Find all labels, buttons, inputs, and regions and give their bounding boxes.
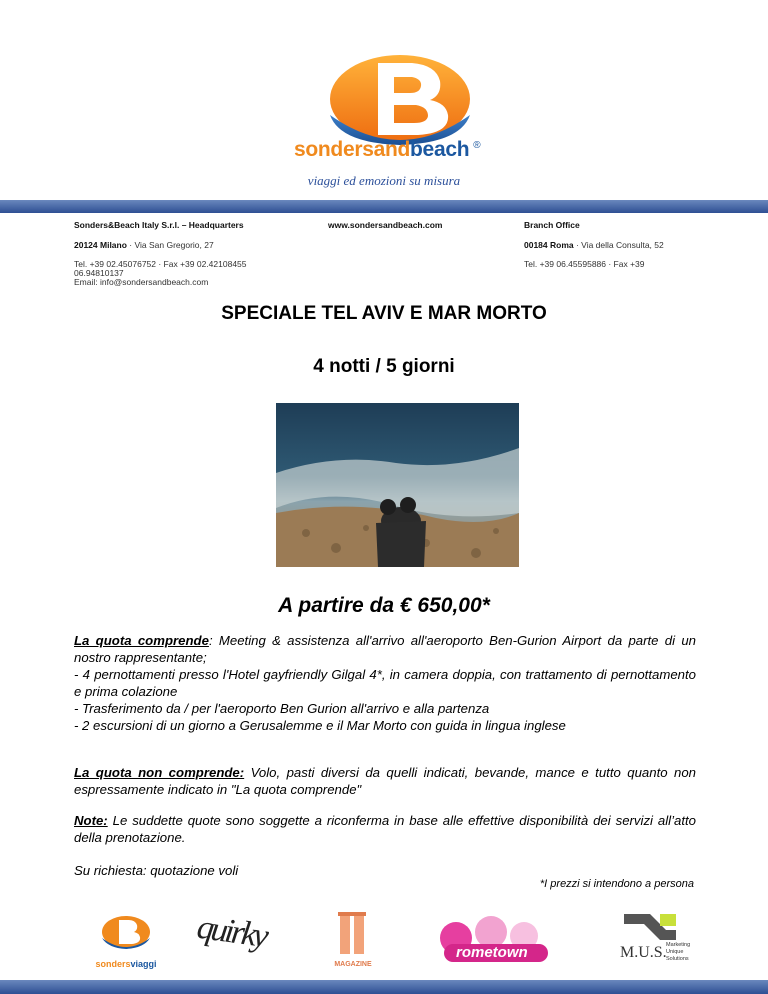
hq-address: 20124 Milano · Via San Gregorio, 27 bbox=[74, 240, 214, 250]
trometown-icon bbox=[436, 910, 556, 970]
sondersandbeach-logo-icon bbox=[290, 55, 510, 190]
hq-email[interactable]: Email: info@sondersandbeach.com bbox=[74, 277, 209, 287]
mus-logo: M.U.S. Marketing Unique Solutions bbox=[620, 910, 700, 970]
mus-icon bbox=[620, 910, 680, 944]
website-link[interactable]: www.sondersandbeach.com bbox=[328, 220, 443, 230]
per-person-note: *I prezzi si intendono a persona bbox=[539, 878, 694, 890]
magazine-icon bbox=[326, 910, 380, 956]
branch-label: Branch Office bbox=[524, 220, 580, 230]
hq-phone: Tel. +39 02.45076752 · Fax +39 02.42108455 bbox=[74, 259, 247, 269]
hq-phone-cont: 06.94810137 bbox=[74, 268, 124, 278]
offer-price: A partire da € 650,00* bbox=[278, 594, 490, 617]
sonders-viaggi-logo: sondersviaggi bbox=[86, 914, 166, 968]
sonders-viaggi-icon bbox=[86, 914, 166, 954]
includes-section: La quota comprende: Meeting & assistenza all'arrivo all'aeroporto Ben-Gurion Airport da parte di un nostro rappresentante; - 4 pernottamenti presso l'Hotel gayfriendly Gilgal 4*, in camera doppia, con trattamento di pernottamento e prima colazione - Trasferimento da / per l'aeroporto Ben Gurion all'arrivo e alla partenza - 2 escursioni di un giorno a Gerusalemme e il Mar Morto con guida in lingua inglese bbox=[74, 633, 696, 733]
offer-duration: 4 notti / 5 giorni bbox=[313, 356, 455, 377]
branch-phone: Tel. +39 06.45595886 · Fax +39 bbox=[524, 259, 645, 269]
request-note: Su richiesta: quotazione voli bbox=[74, 863, 239, 878]
brand-name: sondersandbeach ® bbox=[294, 138, 481, 161]
hq-company: Sonders&Beach Italy S.r.l. – Headquarters bbox=[74, 220, 244, 230]
quirky-logo: quirky bbox=[194, 908, 269, 955]
excludes-section: La quota non comprende: Volo, pasti diversi da quelli indicati, bevande, mance e tutto quanto non espressamente indicato in "La quota comprende" bbox=[74, 765, 696, 797]
dead-sea-photo bbox=[276, 403, 519, 567]
offer-title: SPECIALE TEL AVIV E MAR MORTO bbox=[221, 303, 547, 324]
branch-address: 00184 Roma · Via della Consulta, 52 bbox=[524, 240, 664, 250]
notes-section: Note: Le suddette quote sono soggette a riconferma in base alle effettive disponibilità dei servizi all’atto della prenotazione. bbox=[74, 813, 696, 845]
footer-bar bbox=[0, 980, 768, 994]
brand-tagline: viaggi ed emozioni su misura bbox=[307, 173, 461, 188]
magazine-logo: MAGAZINE bbox=[326, 910, 380, 968]
trometown-logo: rometown bbox=[436, 910, 556, 970]
header-bar bbox=[0, 200, 768, 213]
